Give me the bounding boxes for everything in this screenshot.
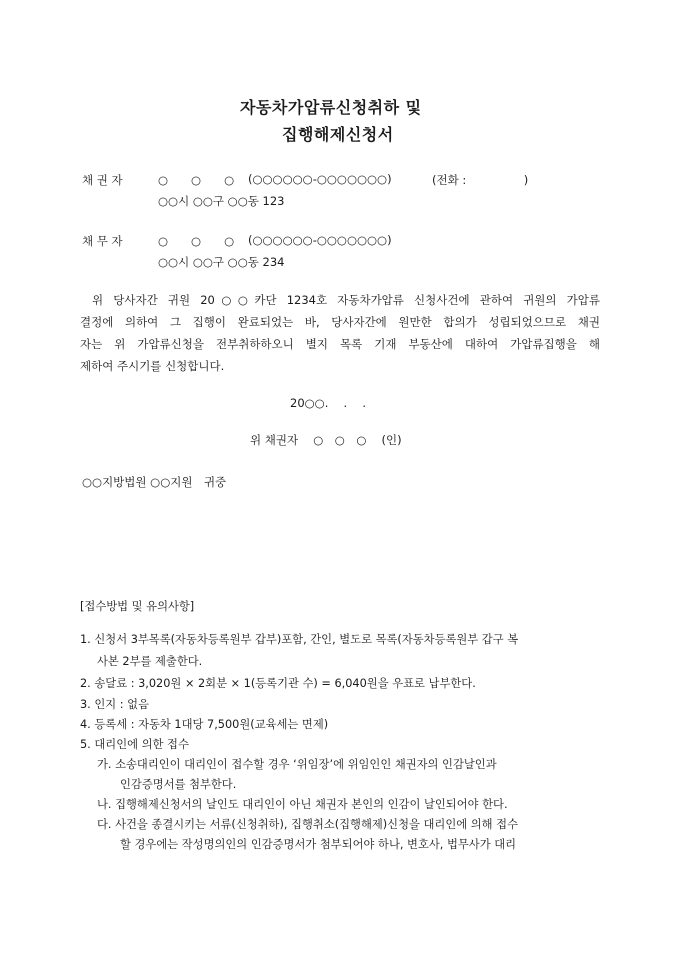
- notes-item: 3. 인지 : 없음: [80, 698, 150, 711]
- creditor-address: ○○시 ○○구 ○○동 123: [158, 194, 285, 208]
- filing-notes: [80, 598, 605, 858]
- notes-subitem: 나. 집행해제신청서의 날인도 대리인이 아닌 채권자 본인의 인감이 날인되어야 한다.: [97, 798, 508, 811]
- creditor-signature: 위 채권자 ○ ○ ○ (인): [250, 433, 402, 447]
- notes-subitem: 인감증명서를 첨부한다.: [120, 778, 237, 791]
- notes-item: 2. 송달료 : 3,020원 × 2회분 × 1(등록기관 수) = 6,040원을 우표로 납부한다.: [80, 677, 476, 690]
- document-title-line1: 자동차가압류신청취하 및: [240, 98, 422, 117]
- court-addressee: ○○지방법원 ○○지원 귀중: [82, 475, 227, 489]
- notes-item: 사본 2부를 제출한다.: [97, 655, 203, 668]
- debtor-address: ○○시 ○○구 ○○동 234: [158, 255, 285, 269]
- creditor-id-number: (○○○○○○-○○○○○○○): [248, 172, 392, 186]
- notes-heading: [접수방법 및 유의사항]: [80, 600, 195, 613]
- body-line: 자는 위 가압류신청을 전부취하하오니 별지 목록 기재 부동산에 대하여 가압류집행을 해: [80, 337, 600, 351]
- notes-subitem: 다. 사건을 종결시키는 서류(신청취하), 집행취소(집행해제)신청을 대리인에 의해 접수: [97, 818, 518, 831]
- notes-subitem: 할 경우에는 작성명의인의 인감증명서가 첨부되어야 하나, 변호사, 법무사가 대리: [120, 838, 517, 851]
- creditor-name: ○ ○ ○: [158, 173, 235, 187]
- notes-subitem: 가. 소송대리인이 대리인이 접수할 경우 ‘위임장’에 위임인인 채권자의 인감날인과: [97, 758, 497, 771]
- body-line: 결정에 의하여 그 집행이 완료되었는 바, 당사자간에 원만한 합의가 성립되었으므로 채권: [80, 315, 600, 329]
- notes-item: 1. 신청서 3부목록(자동차등록원부 갑부)포함, 간인, 별도로 목록(자동차등록원부 갑구 복: [80, 633, 519, 646]
- body-paragraph: [80, 289, 600, 377]
- document-title-line2: 집행해제신청서: [282, 125, 394, 144]
- notes-item: 5. 대리인에 의한 접수: [80, 738, 189, 751]
- body-line: 위 당사자간 귀원 20○○카단 1234호 자동차가압류 신청사건에 관하여 귀원의 가압류: [92, 293, 600, 307]
- creditor-phone: (전화 : ): [432, 173, 529, 187]
- debtor-id-number: (○○○○○○-○○○○○○○): [248, 233, 392, 247]
- creditor-label: 채 권 자: [82, 173, 123, 187]
- debtor-name: ○ ○ ○: [158, 234, 235, 248]
- debtor-label: 채 무 자: [82, 234, 123, 248]
- body-line: 제하여 주시기를 신청합니다.: [80, 359, 225, 373]
- filing-date: 20○○. . .: [290, 396, 366, 410]
- notes-item: 4. 등록세 : 자동차 1대당 7,500원(교육세는 면제): [80, 718, 329, 731]
